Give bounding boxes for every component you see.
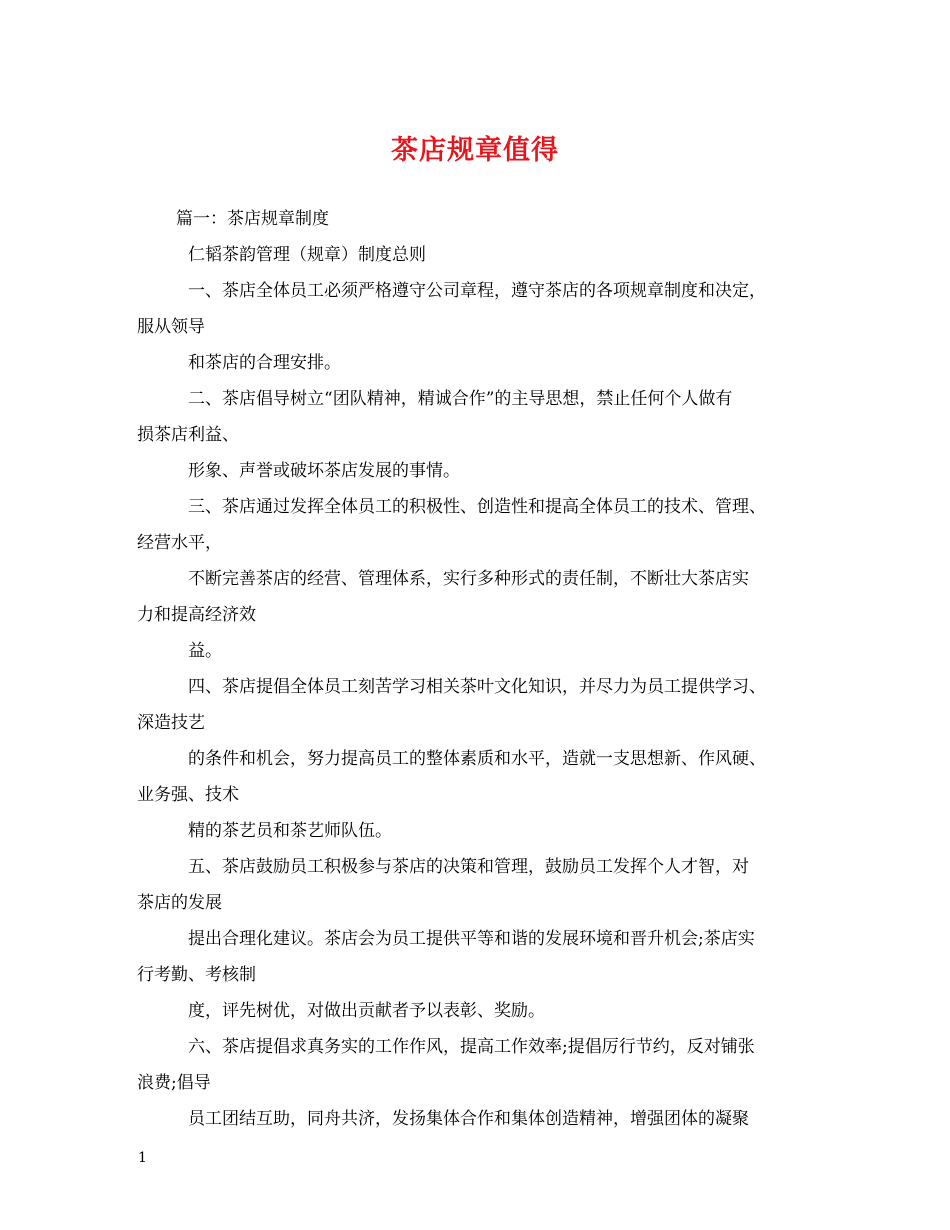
- text-line: 深造技艺: [137, 713, 205, 733]
- text-line: 不断完善茶店的经营、管理体系，实行多种形式的责任制，不断壮大茶店实: [188, 569, 749, 589]
- text-line: 仁韬茶韵管理（规章）制度总则: [188, 245, 426, 265]
- text-line: 度，评先树优，对做出贡献者予以表彰、奖励。: [188, 1001, 545, 1021]
- text-line: 行考勤、考核制: [137, 965, 256, 985]
- text-line: 一、茶店全体员工必须严格遵守公司章程，遵守茶店的各项规章制度和决定，: [188, 281, 766, 301]
- text-line: 篇一：茶店规章制度: [176, 209, 329, 229]
- text-line: 益。: [188, 641, 222, 661]
- text-line: 的条件和机会，努力提高员工的整体素质和水平，造就一支思想新、作风硬、: [188, 749, 766, 769]
- text-line: 业务强、技术: [137, 785, 239, 805]
- text-line: 二、茶店倡导树立“团队精神，精诚合作”的主导思想，禁止任何个人做有: [188, 389, 733, 409]
- text-line: 精的茶艺员和茶艺师队伍。: [188, 821, 392, 841]
- text-line: 茶店的发展: [137, 893, 222, 913]
- text-line: 经营水平，: [137, 533, 222, 553]
- text-line: 力和提高经济效: [137, 605, 256, 625]
- text-line: 浪费;倡导: [137, 1073, 211, 1093]
- text-line: 形象、声誉或破坏茶店发展的事情。: [188, 461, 460, 481]
- text-line: 服从领导: [137, 317, 205, 337]
- page-number: 1: [138, 1150, 147, 1166]
- text-line: 员工团结互助，同舟共济，发扬集体合作和集体创造精神，增强团体的凝聚: [188, 1109, 749, 1129]
- text-line: 提出合理化建议。茶店会为员工提供平等和谐的发展环境和晋升机会;茶店实: [188, 929, 755, 949]
- text-line: 损茶店利益、: [137, 425, 239, 445]
- text-line: 六、茶店提倡求真务实的工作作风，提高工作效率;提倡厉行节约，反对铺张: [188, 1037, 755, 1057]
- text-line: 五、茶店鼓励员工积极参与茶店的决策和管理，鼓励员工发挥个人才智，对: [188, 857, 749, 877]
- text-line: 四、茶店提倡全体员工刻苦学习相关茶叶文化知识，并尽力为员工提供学习、: [188, 677, 766, 697]
- text-line: 和茶店的合理安排。: [188, 353, 341, 373]
- text-line: 三、茶店通过发挥全体员工的积极性、创造性和提高全体员工的技术、管理、: [188, 497, 766, 517]
- document-title: 茶店规章值得: [391, 135, 559, 166]
